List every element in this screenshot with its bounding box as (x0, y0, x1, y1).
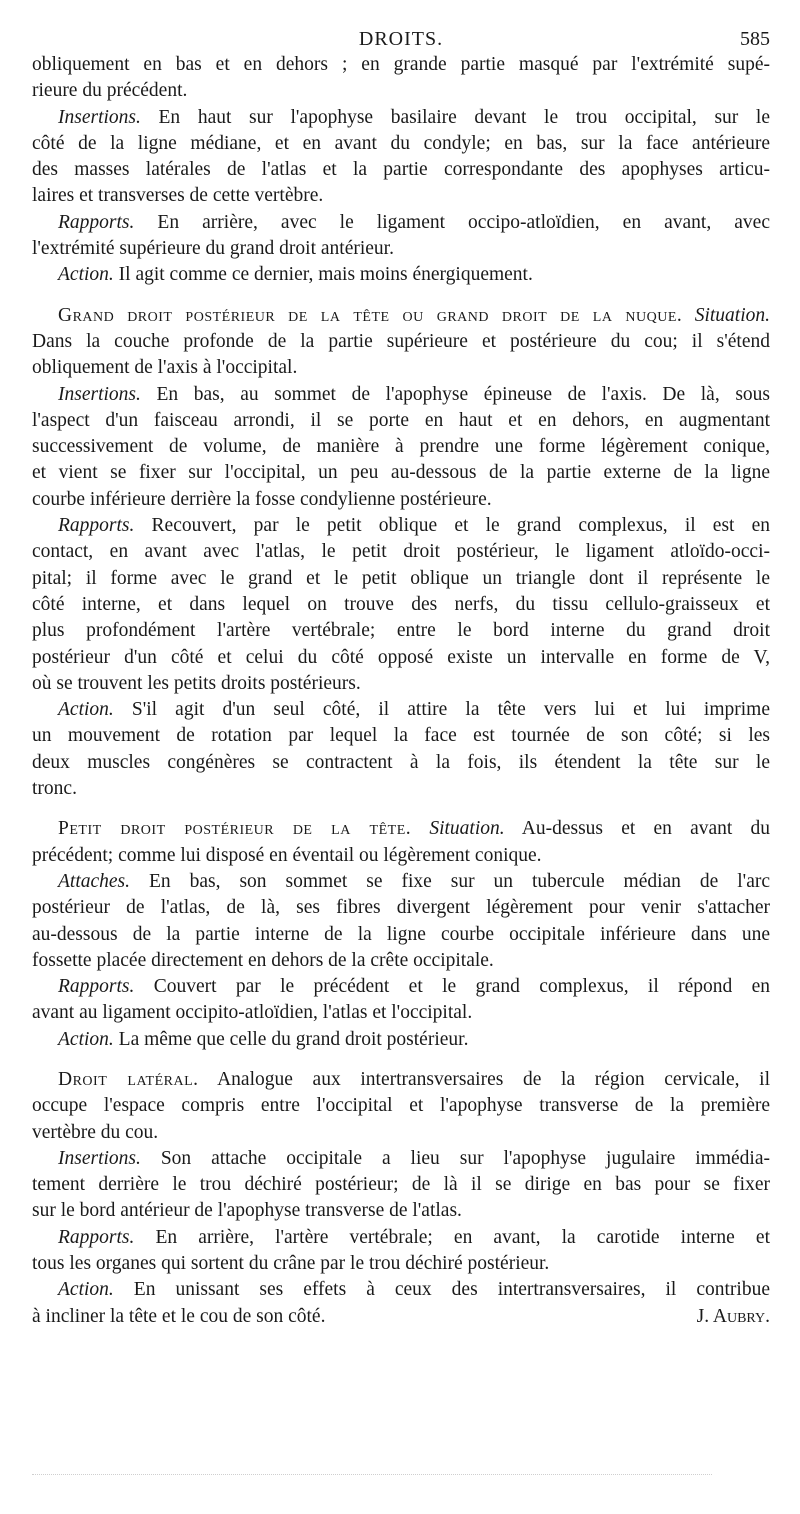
text-run: à incliner la tête et le cou de son côté. (32, 1305, 326, 1327)
text-line (32, 539, 770, 565)
text-line (32, 922, 770, 948)
text-line (32, 1027, 770, 1053)
paragraph-label: Insertions. (58, 383, 141, 405)
text-run: postérieur de l'atlas, de là, ses fibres divergent légèrement pour venir s'attacher (32, 897, 770, 919)
text-run: postérieur d'un côté et celui du côté opposé existe un intervalle en forme de V, (32, 646, 770, 668)
text-line (32, 355, 770, 381)
text-run: rieure du précédent. (32, 80, 188, 102)
text-run: fossette placée directement en dehors de la crête occipitale. (32, 949, 494, 971)
text-run: où se trouvent les petits droits postérieurs. (32, 672, 361, 694)
text-run: S'il agit d'un seul côté, il attire la tête vers lui et lui imprime (113, 699, 770, 721)
paragraph-label: Action. (58, 264, 114, 286)
text-run: Couvert par le précédent et le grand complexus, il répond en (134, 976, 770, 998)
page-number: 585 (740, 28, 770, 50)
text-line (32, 329, 770, 355)
paragraph (32, 1146, 770, 1225)
text-line (32, 697, 770, 723)
page (32, 22, 770, 1330)
text-line (32, 78, 770, 104)
paragraph-label: Rapports. (58, 976, 135, 998)
paragraph-label: Insertions. (58, 106, 141, 128)
section-heading-paragraph (32, 303, 770, 382)
paragraph (32, 52, 770, 105)
paragraph-label: Insertions. (58, 1147, 141, 1169)
paragraph (32, 513, 770, 697)
running-head (32, 22, 770, 52)
footer-rule (32, 1474, 712, 1477)
paragraph-label: Rapports. (58, 211, 135, 233)
text-line (32, 1251, 770, 1277)
text-line (32, 1277, 770, 1303)
text-run: obliquement en bas et en dehors ; en grande partie masqué par l'extrémité supé- (32, 54, 770, 75)
text-line (32, 1304, 770, 1330)
text-run: deux muscles congénères se contractent à la fois, ils étendent la tête sur le (32, 751, 770, 773)
author-signature: J. Aubry. (696, 1305, 770, 1327)
paragraph (32, 697, 770, 802)
body-text (32, 52, 770, 1330)
text-line (32, 434, 770, 460)
text-run: sur le bord antérieur de l'apophyse transverse de l'atlas. (32, 1200, 462, 1222)
text-line (32, 210, 770, 236)
text-line (32, 1172, 770, 1198)
paragraph (32, 382, 770, 513)
text-run (411, 818, 429, 839)
text-line (32, 157, 770, 183)
text-line (32, 1000, 770, 1026)
text-run: pital; il forme avec le grand et le petit oblique un triangle dont il représente le (32, 567, 770, 589)
text-run: courbe inférieure derrière la fosse condylienne postérieure. (32, 488, 492, 510)
text-line (32, 1225, 770, 1251)
text-line (32, 1198, 770, 1224)
text-line (32, 460, 770, 486)
text-line (32, 1120, 770, 1146)
text-line (32, 1093, 770, 1119)
paragraph-label: Action. (58, 699, 114, 721)
text-line (32, 645, 770, 671)
running-title: DROITS. (358, 28, 444, 50)
text-run: avant au ligament occipito-atloïdien, l'atlas et l'occipital. (32, 1002, 473, 1024)
text-line (32, 618, 770, 644)
text-line (32, 816, 770, 842)
text-line (32, 236, 770, 262)
text-line (32, 52, 770, 78)
paragraph-label: Situation. (694, 304, 770, 326)
text-run: l'extrémité supérieure du grand droit antérieur. (32, 238, 394, 260)
text-line (32, 382, 770, 408)
text-run: occupe l'espace compris entre l'occipital et l'apophyse transverse de la première (32, 1095, 770, 1117)
text-run: vertèbre du cou. (32, 1121, 159, 1143)
section-gap (32, 802, 770, 816)
text-line (32, 131, 770, 157)
paragraph-label: Action. (58, 1028, 114, 1050)
text-run: Il agit comme ce dernier, mais moins énergiquement. (113, 264, 533, 286)
text-line (32, 671, 770, 697)
text-line (32, 513, 770, 539)
text-run: côté de la ligne médiane, et en avant du condyle; en bas, sur la face antérieure (32, 132, 770, 154)
text-run: En haut sur l'apophyse basilaire devant le trou occipital, sur le (140, 106, 770, 128)
text-line (32, 776, 770, 802)
text-run: En unissant ses effets à ceux des intertransversaires, il contribue (113, 1279, 770, 1301)
paragraph (32, 210, 770, 263)
text-run: successivement de volume, de manière à prendre une forme légèrement conique, (32, 436, 770, 458)
paragraph (32, 1027, 770, 1053)
text-line (32, 1146, 770, 1172)
text-line (32, 723, 770, 749)
text-run: des masses latérales de l'atlas et la partie correspondante des apophyses articu- (32, 159, 770, 181)
text-run: Recouvert, par le petit oblique et le grand complexus, il est en (134, 515, 770, 537)
text-run: tous les organes qui sortent du crâne par le trou déchiré postérieur. (32, 1253, 550, 1275)
text-line (32, 895, 770, 921)
text-run: En arrière, avec le ligament occipo-atloïdien, en avant, avec (134, 211, 770, 233)
text-line (32, 183, 770, 209)
section-heading-paragraph (32, 816, 770, 869)
muscle-heading: Petit droit postérieur de la tête. (58, 818, 412, 840)
text-line (32, 566, 770, 592)
muscle-heading: Grand droit postérieur de la tête ou grand droit de la nuque. (58, 304, 683, 326)
text-run: et vient se fixer sur l'occipital, un peu au-dessous de la partie externe de la ligne (32, 462, 770, 484)
text-run: La même que celle du grand droit postérieur. (113, 1028, 469, 1050)
paragraph-label: Action. (58, 1279, 114, 1301)
text-line (32, 869, 770, 895)
paragraph-label: Attaches. (58, 870, 131, 892)
text-line (32, 1067, 770, 1093)
text-line (32, 948, 770, 974)
text-run: Analogue aux intertransversaires de la région cervicale, il (198, 1068, 770, 1090)
text-line (32, 303, 770, 329)
text-run: tement derrière le trou déchiré postérieur; de là il se dirige en bas pour se fixer (32, 1174, 770, 1196)
text-run: En bas, au sommet de l'apophyse épineuse de l'axis. De là, sous (140, 383, 770, 405)
text-run: côté interne, et dans lequel on trouve des nerfs, du tissu cellulo-graisseux et (32, 593, 770, 615)
section-gap (32, 1053, 770, 1067)
text-run: obliquement de l'axis à l'occipital. (32, 357, 298, 379)
paragraph (32, 1225, 770, 1278)
text-run: En bas, son sommet se fixe sur un tubercule médian de l'arc (130, 870, 770, 892)
paragraph-label: Situation. (429, 818, 505, 840)
paragraph (32, 974, 770, 1027)
text-run: laires et transverses de cette vertèbre. (32, 185, 324, 207)
paragraph-label: Rapports. (58, 515, 135, 537)
text-run (682, 305, 694, 326)
section-gap (32, 289, 770, 303)
text-line (32, 750, 770, 776)
text-line (32, 105, 770, 131)
text-run: au-dessous de la partie interne de la ligne courbe occipitale inférieure dans une (32, 923, 770, 945)
paragraph (32, 1277, 770, 1330)
text-line (32, 843, 770, 869)
text-run: Son attache occipitale a lieu sur l'apophyse jugulaire immédia- (140, 1147, 770, 1169)
text-run: Dans la couche profonde de la partie supérieure et postérieure du cou; il s'étend (32, 330, 770, 352)
text-run: un mouvement de rotation par lequel la face est tournée de son côté; si les (32, 725, 770, 747)
paragraph-label: Rapports. (58, 1226, 135, 1248)
text-run: contact, en avant avec l'atlas, le petit droit postérieur, le ligament atloïdo-occi- (32, 541, 770, 563)
text-line (32, 487, 770, 513)
text-line (32, 262, 770, 288)
text-line (32, 408, 770, 434)
text-run: plus profondément l'artère vertébrale; entre le bord interne du grand droit (32, 620, 770, 642)
text-line (32, 974, 770, 1000)
text-run: En arrière, l'artère vertébrale; en avant, la carotide interne et (134, 1226, 770, 1248)
paragraph (32, 105, 770, 210)
text-run: précédent; comme lui disposé en éventail ou légèrement conique. (32, 844, 542, 866)
text-run: tronc. (32, 778, 77, 800)
paragraph (32, 869, 770, 974)
muscle-heading: Droit latéral. (58, 1068, 199, 1090)
text-line (32, 592, 770, 618)
section-heading-paragraph (32, 1067, 770, 1146)
text-run: Au-dessus et en avant du (504, 818, 770, 840)
text-run: l'aspect d'un faisceau arrondi, il se porte en haut et en dehors, en augmentant (32, 409, 770, 431)
paragraph (32, 262, 770, 288)
